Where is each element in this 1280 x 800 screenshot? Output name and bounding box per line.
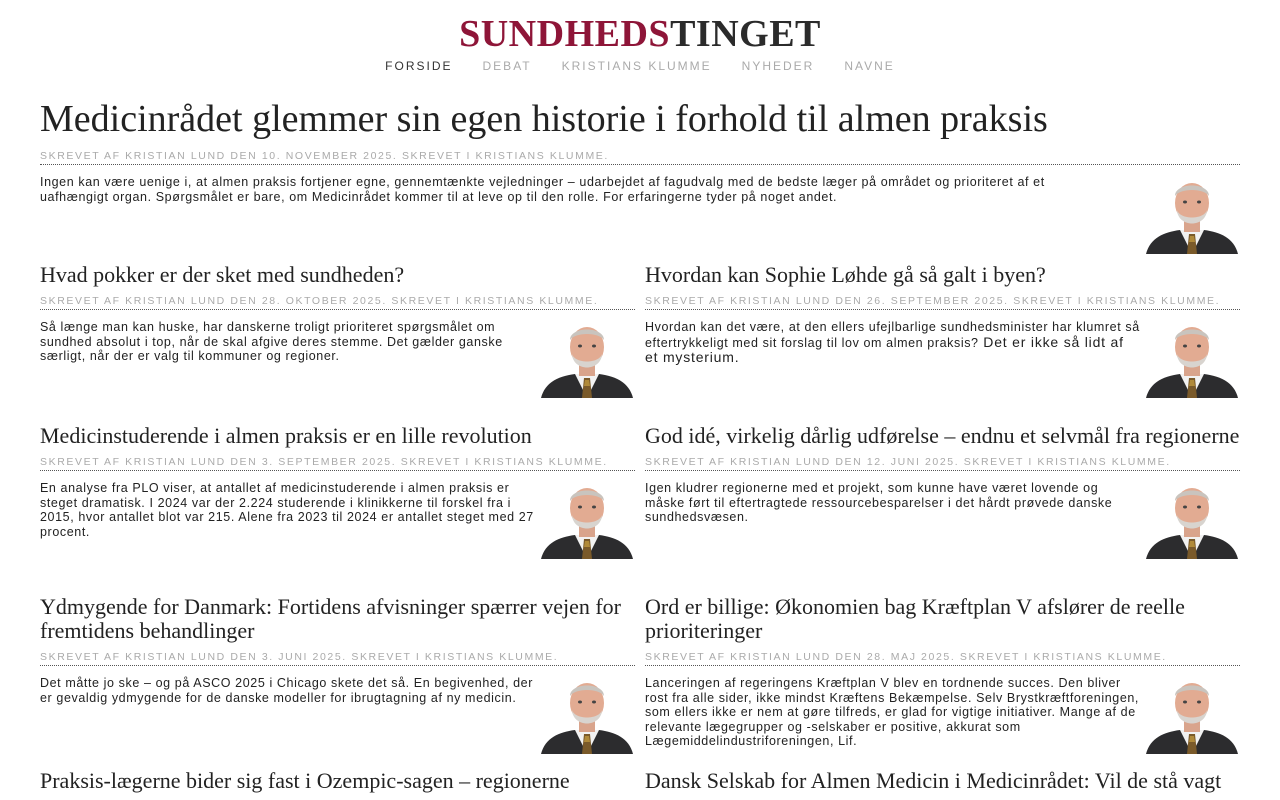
article-title[interactable]: Hvad pokker er der sket med sundheden? [40, 262, 405, 287]
article-meta: SKREVET AF KRISTIAN LUND DEN 3. SEPTEMBER 2025. SKREVET I KRISTIANS KLUMME. [40, 456, 635, 471]
article-excerpt [645, 320, 1140, 398]
article-title[interactable]: God idé, virkelig dårlig udførelse – endnu et selvmål fra regionerne [645, 423, 1240, 448]
article-excerpt-strong: Det er ikke så lidt af et mysterium. [645, 333, 1124, 365]
article-title[interactable]: Ord er billige: Økonomien bag Kræftplan V afslører de reelle prioriteringer [645, 594, 1185, 643]
site-header [0, 0, 1280, 74]
featured-title[interactable]: Medicinrådet glemmer sin egen historie i forhold til almen praksis [40, 98, 1048, 140]
author-photo[interactable] [1144, 176, 1240, 254]
article-title[interactable]: Dansk Selskab for Almen Medicin i Medicinrådet: Vil de stå vagt [645, 768, 1222, 793]
article-excerpt: En analyse fra PLO viser, at antallet af medicinstuderende i almen praksis er steget dramatisk. I 2024 var der 2.224 studerende i klinikkerne til forskel fra i 2015, hvor antallet blot var 215. Alene fra 2023 til 2024 er antallet steget med 27 procent. [40, 481, 534, 539]
article-meta: SKREVET AF KRISTIAN LUND DEN 26. SEPTEMBER 2025. SKREVET I KRISTIANS KLUMME. [645, 295, 1240, 310]
nav-kristians-klumme[interactable]: KRISTIANS KLUMME [561, 59, 712, 73]
article-meta: SKREVET AF KRISTIAN LUND DEN 28. MAJ 2025. SKREVET I KRISTIANS KLUMME. [645, 651, 1240, 666]
article-card [645, 769, 1240, 793]
article-meta: SKREVET AF KRISTIAN LUND DEN 3. JUNI 2025. SKREVET I KRISTIANS KLUMME. [40, 651, 635, 666]
article-meta: SKREVET AF KRISTIAN LUND DEN 28. OKTOBER 2025. SKREVET I KRISTIANS KLUMME. [40, 295, 635, 310]
logo-part-2: TINGET [670, 13, 821, 55]
featured-excerpt: Ingen kan være uenige i, at almen praksis fortjener egne, gennemtænkte vejledninger – udarbejdet af fagudvalg med de bedste læger på området og prioriteret af et uafhængigt organ. Spørgsmålet er bare, om Medicinrådet kommer til at leve op til den rolle. For erfaringerne tyder på noget andet. [40, 175, 1045, 204]
logo-part-1: SUNDHEDS [459, 13, 671, 55]
article-card [645, 424, 1240, 559]
article-card [40, 263, 635, 398]
author-photo[interactable] [1144, 676, 1240, 754]
site-logo[interactable] [459, 14, 821, 54]
article-title[interactable]: Medicinstuderende i almen praksis er en lille revolution [40, 423, 532, 448]
article-excerpt: Igen kludrer regionerne med et projekt, som kunne have været lovende og måske ført til eftertragtede ressourcebesparelser i det hårdt prøvede danske sundhedsvæsen. [645, 481, 1113, 524]
nav-forside[interactable]: FORSIDE [385, 59, 453, 73]
article-excerpt: Det måtte jo ske – og på ASCO 2025 i Chicago skete det så. En begivenhed, der er gevaldig ydmygende for de danske modeller for ibrugtagning af ny medicin. [40, 676, 534, 705]
author-photo[interactable] [539, 676, 635, 754]
article-card [40, 769, 635, 793]
nav-debat[interactable]: DEBAT [482, 59, 532, 73]
article-excerpt: Så længe man kan huske, har danskerne troligt prioriteret spørgsmålet om sundhed absolut i top, når de skal afgive deres stemme. Det gælder ganske særligt, når der er valg til kommuner og regioner. [40, 320, 503, 363]
article-card [40, 424, 635, 559]
article-title[interactable]: Hvordan kan Sophie Løhde gå så galt i byen? [645, 262, 1046, 287]
nav-navne[interactable]: NAVNE [844, 59, 895, 73]
author-photo[interactable] [1144, 320, 1240, 398]
article-card [645, 263, 1240, 398]
featured-article [40, 96, 1240, 254]
author-photo[interactable] [539, 320, 635, 398]
featured-meta: SKREVET AF KRISTIAN LUND DEN 10. NOVEMBER 2025. SKREVET I KRISTIANS KLUMME. [40, 150, 1240, 165]
author-photo[interactable] [539, 481, 635, 559]
author-photo[interactable] [1144, 481, 1240, 559]
article-title[interactable]: Ydmygende for Danmark: Fortidens afvisninger spærrer vejen for fremtidens behandlinger [40, 594, 622, 643]
article-meta: SKREVET AF KRISTIAN LUND DEN 12. JUNI 2025. SKREVET I KRISTIANS KLUMME. [645, 456, 1240, 471]
article-card [645, 595, 1240, 754]
article-excerpt: Lanceringen af regeringens Kræftplan V blev en tordnende succes. Den bliver rost fra alle sider, ikke mindst Kræftens Bekæmpelse. Selv Brystkræftforeningen, som ellers ikke er nem at gøre tilfreds, er glad for vigtige initiativer. Mange af de relevante lægegrupper og -selskaber er positive, akkurat som Lægemiddelindustriforeningen, Lif. [645, 676, 1140, 748]
article-title[interactable]: Praksis-lægerne bider sig fast i Ozempic-sagen – regionerne [40, 768, 570, 793]
article-excerpt-text: Hvordan kan det være, at den ellers ufejlbarlige sundhedsminister har klumret så eftertrykkeligt med sit forslag til lov om almen praksis? [645, 320, 1140, 350]
article-card [40, 595, 635, 754]
nav-nyheder[interactable]: NYHEDER [741, 59, 815, 73]
main-nav [0, 58, 1280, 74]
